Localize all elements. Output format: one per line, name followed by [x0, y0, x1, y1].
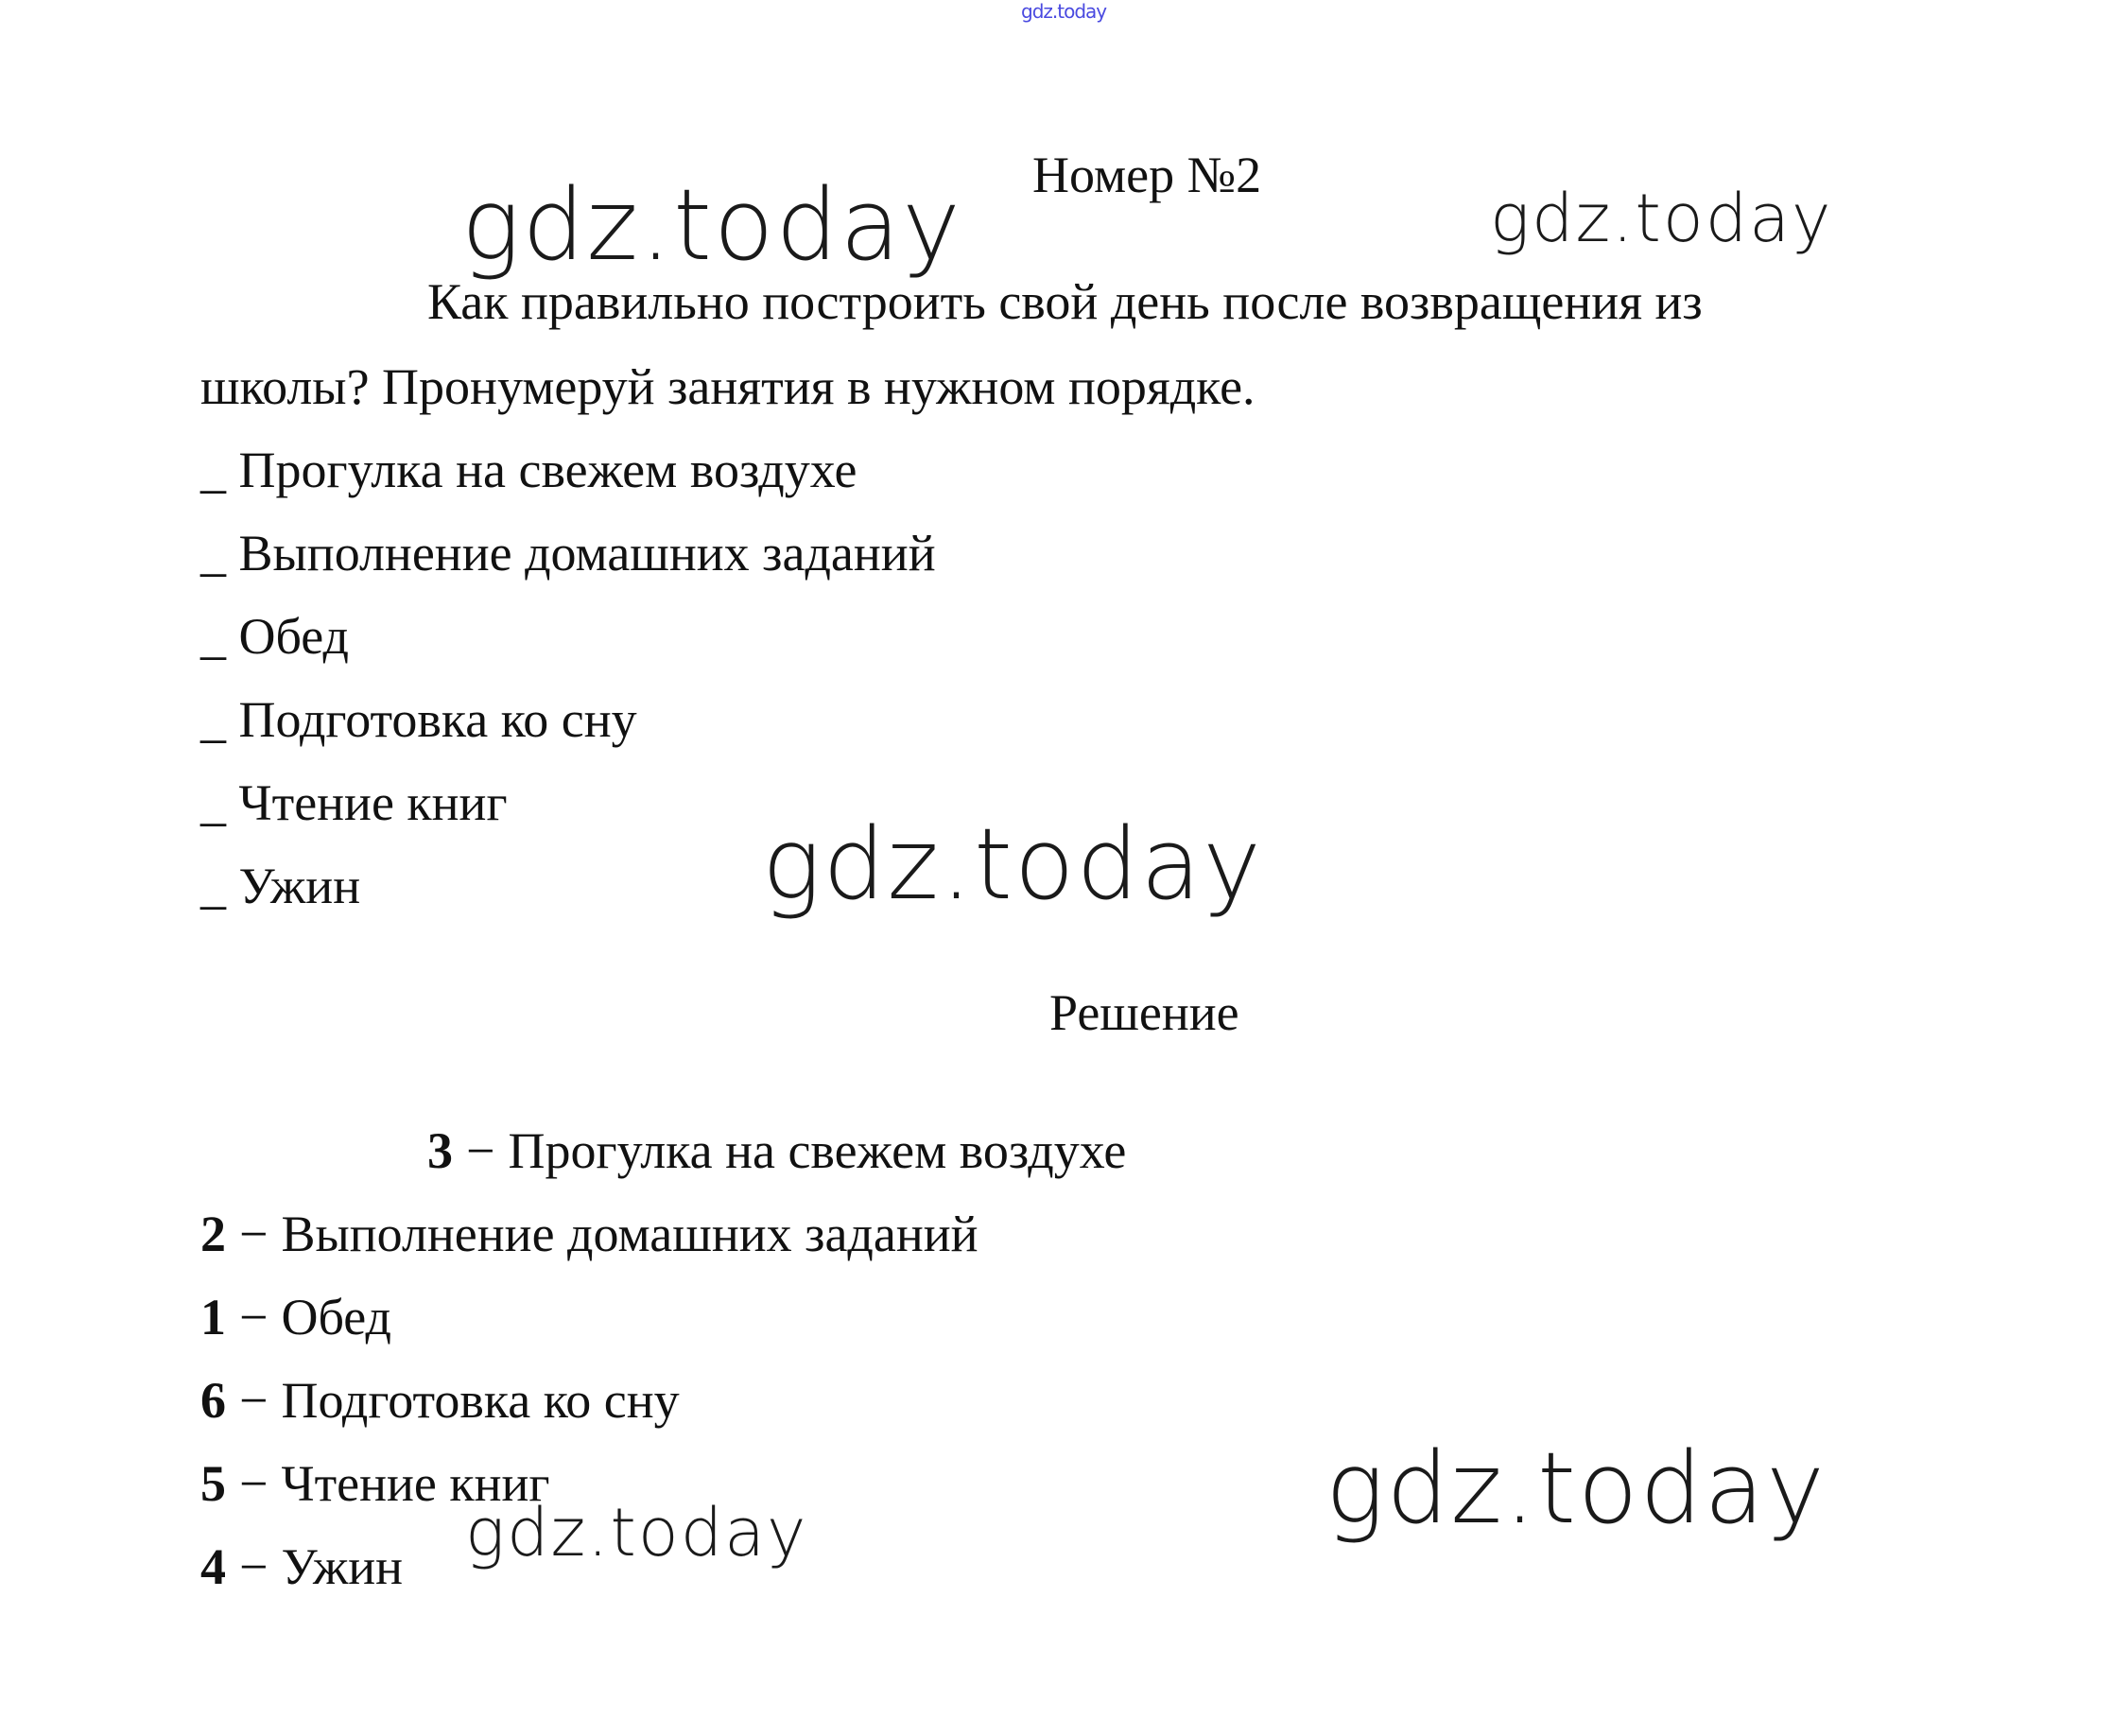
answer-item	[200, 1372, 680, 1429]
answer-item	[200, 1538, 404, 1595]
answer-dash: −	[239, 1372, 268, 1429]
answer-item	[427, 1122, 1127, 1179]
watermark: gdz.today	[1490, 180, 1833, 257]
answer-number: 4	[200, 1538, 226, 1595]
watermark: gdz.today	[762, 807, 1263, 922]
top-watermark: gdz.today	[1021, 0, 1107, 23]
exercise-title: Номер №2	[1032, 147, 1262, 203]
answer-item	[200, 1206, 979, 1262]
option-item: _ Прогулка на свежем воздухе	[200, 442, 857, 498]
answer-dash: −	[239, 1455, 268, 1512]
answer-text: Выполнение домашних заданий	[281, 1206, 979, 1262]
answer-number: 5	[200, 1455, 226, 1512]
watermark: gdz.today	[465, 1494, 808, 1571]
answer-text: Обед	[281, 1289, 391, 1345]
answer-item	[200, 1289, 391, 1345]
answer-text: Ужин	[281, 1538, 404, 1595]
answer-number: 1	[200, 1289, 226, 1345]
answer-number: 3	[427, 1122, 453, 1179]
watermark: gdz.today	[1325, 1431, 1827, 1546]
answer-text: Подготовка ко сну	[281, 1372, 680, 1429]
answer-dash: −	[239, 1206, 268, 1262]
option-item: _ Ужин	[200, 858, 361, 914]
answer-dash: −	[239, 1289, 268, 1345]
task-text-line-2: школы? Пронумеруй занятия в нужном порядке.	[200, 358, 1256, 415]
option-item: _ Чтение книг	[200, 774, 508, 831]
task-text-line-1: Как правильно построить свой день после возвращения из	[427, 273, 1703, 330]
option-item: _ Обед	[200, 608, 349, 665]
answer-dash: −	[239, 1538, 268, 1595]
answer-number: 6	[200, 1372, 226, 1429]
answer-dash: −	[466, 1122, 495, 1179]
option-item: _ Выполнение домашних заданий	[200, 525, 936, 582]
answer-number: 2	[200, 1206, 226, 1262]
answer-text: Прогулка на свежем воздухе	[508, 1122, 1127, 1179]
solution-heading: Решение	[1049, 984, 1239, 1041]
answer-text: Чтение книг	[281, 1455, 550, 1512]
watermark: gdz.today	[461, 167, 962, 283]
option-item: _ Подготовка ко сну	[200, 691, 637, 748]
